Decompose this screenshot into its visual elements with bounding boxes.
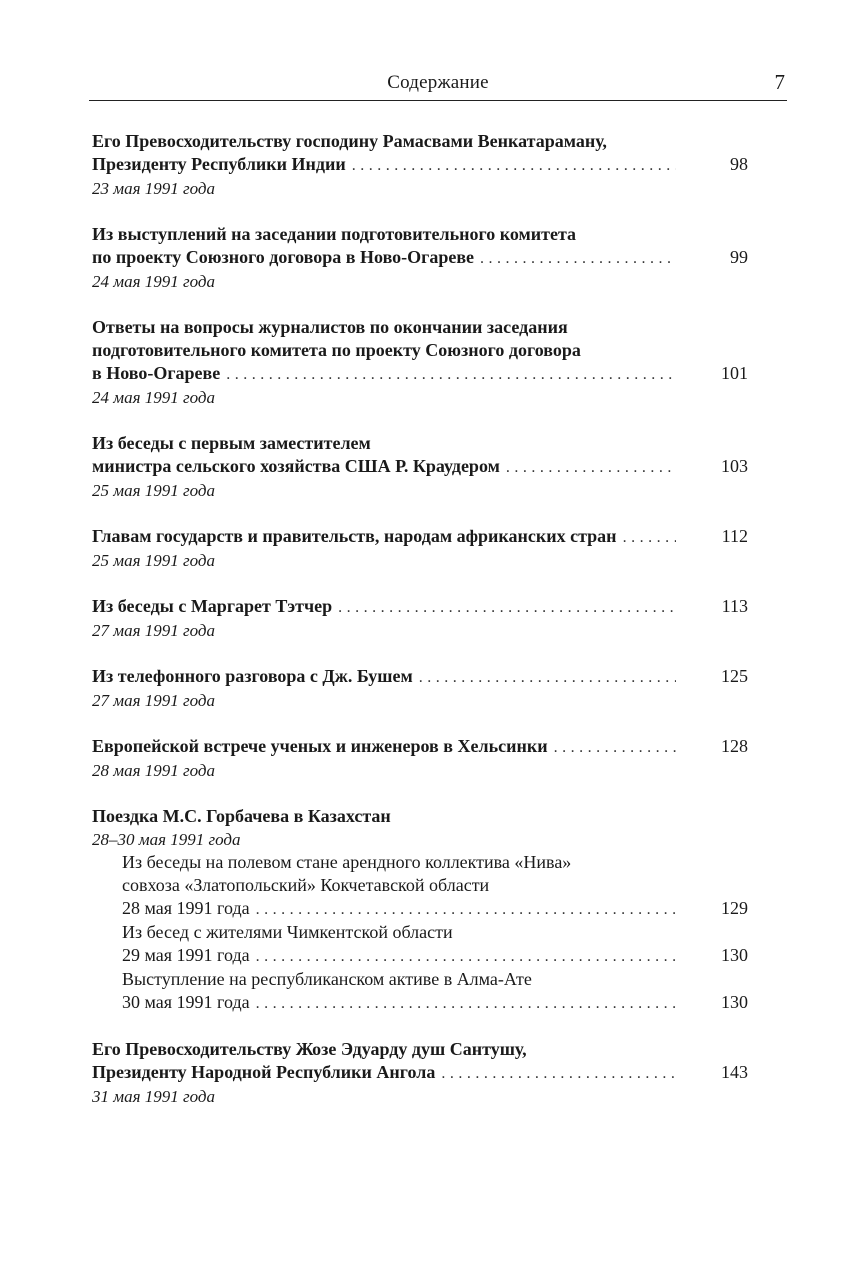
entry-title-line: Из телефонного разговора с Дж. Бушем [92, 666, 413, 686]
dot-leader [506, 456, 676, 479]
subentry-title-line: Из беседы на полевом стане арендного коллектива «Нива» [122, 852, 572, 872]
subentry-title-line: Выступление на республиканском активе в Алма-Ате [122, 969, 532, 989]
header-title: Содержание [387, 72, 489, 93]
toc-entry[interactable] [92, 130, 748, 200]
entry-date: 24 мая 1991 года [92, 388, 216, 407]
entry-title-line: по проекту Союзного договора в Ново-Огареве [92, 247, 475, 267]
toc-subentry[interactable] [122, 921, 748, 968]
entry-date: 27 мая 1991 года [92, 621, 216, 640]
toc-entry-group [92, 805, 748, 1015]
dot-leader [623, 526, 676, 549]
subentry-date: 28 мая 1991 года [122, 898, 250, 918]
entry-date: 31 мая 1991 года [92, 1087, 216, 1106]
toc-subentry[interactable] [122, 968, 748, 1015]
entry-title-line: министра сельского хозяйства США Р. Краудером [92, 456, 500, 476]
subentry-page-number: 130 [721, 945, 748, 965]
entry-title-line: Из беседы с первым заместителем [92, 433, 371, 453]
dot-leader [338, 596, 676, 619]
entry-title-line: Главам государств и правительств, народам африканских стран [92, 526, 617, 546]
toc-entry[interactable] [92, 316, 748, 409]
subentry-page-number: 129 [721, 898, 748, 918]
subentry-page-number: 130 [721, 992, 748, 1012]
dot-leader [480, 247, 676, 270]
dot-leader [256, 992, 676, 1015]
entry-title-line: Ответы на вопросы журналистов по окончании заседания [92, 317, 568, 337]
entry-date: 27 мая 1991 года [92, 691, 216, 710]
entry-title-line: Его Превосходительству господину Рамасвами Венкатараману, [92, 131, 607, 151]
entry-page-number: 103 [721, 456, 748, 476]
entry-title-line: Президенту Народной Республики Ангола [92, 1062, 436, 1082]
entry-title-line: Его Превосходительству Жозе Эдуарду душ Сантушу, [92, 1039, 527, 1059]
dot-leader [419, 666, 676, 689]
toc-subentry[interactable] [122, 851, 748, 921]
subentries [92, 851, 748, 1015]
entry-page-number: 113 [721, 596, 748, 616]
dot-leader [554, 736, 676, 759]
dot-leader [256, 898, 676, 921]
entry-title-line: Европейской встрече ученых и инженеров в Хельсинки [92, 736, 548, 756]
entry-page-number: 128 [721, 736, 748, 756]
entry-page-number: 125 [721, 666, 748, 686]
entry-date: 23 мая 1991 года [92, 179, 216, 198]
entry-title-line: в Ново-Огареве [92, 363, 221, 383]
group-title: Поездка М.С. Горбачева в Казахстан [92, 806, 391, 826]
dot-leader [256, 945, 676, 968]
entry-date: 28 мая 1991 года [92, 761, 216, 780]
subentry-title-line: Из бесед с жителями Чимкентской области [122, 922, 453, 942]
entry-page-number: 112 [721, 526, 748, 546]
toc-entry[interactable] [92, 1038, 748, 1108]
toc-entry[interactable] [92, 432, 748, 502]
dot-leader [352, 154, 676, 177]
header-page-number: 7 [774, 70, 785, 94]
subentry-date: 30 мая 1991 года [122, 992, 250, 1012]
entry-page-number: 101 [721, 363, 748, 383]
entry-page-number: 143 [721, 1062, 748, 1082]
table-of-contents [92, 130, 748, 1131]
entry-date: 25 мая 1991 года [92, 481, 216, 500]
subentry-date: 29 мая 1991 года [122, 945, 250, 965]
running-header [89, 70, 787, 101]
entry-date: 24 мая 1991 года [92, 272, 216, 291]
toc-entry[interactable] [92, 735, 748, 782]
dot-leader [441, 1062, 676, 1085]
toc-entry[interactable] [92, 595, 748, 642]
entry-page-number: 98 [730, 154, 748, 174]
entry-title-line: Из выступлений на заседании подготовительного комитета [92, 224, 577, 244]
toc-entry[interactable] [92, 525, 748, 572]
entry-title-line: подготовительного комитета по проекту Союзного договора [92, 340, 581, 360]
dot-leader [226, 363, 676, 386]
toc-entry[interactable] [92, 665, 748, 712]
toc-entry[interactable] [92, 223, 748, 293]
entry-page-number: 99 [730, 247, 748, 267]
group-date: 28–30 мая 1991 года [92, 830, 241, 849]
entry-title-line: Из беседы с Маргарет Тэтчер [92, 596, 333, 616]
entry-date: 25 мая 1991 года [92, 551, 216, 570]
subentry-title-line: совхоза «Златопольский» Кокчетавской области [122, 875, 490, 895]
entry-title-line: Президенту Республики Индии [92, 154, 346, 174]
